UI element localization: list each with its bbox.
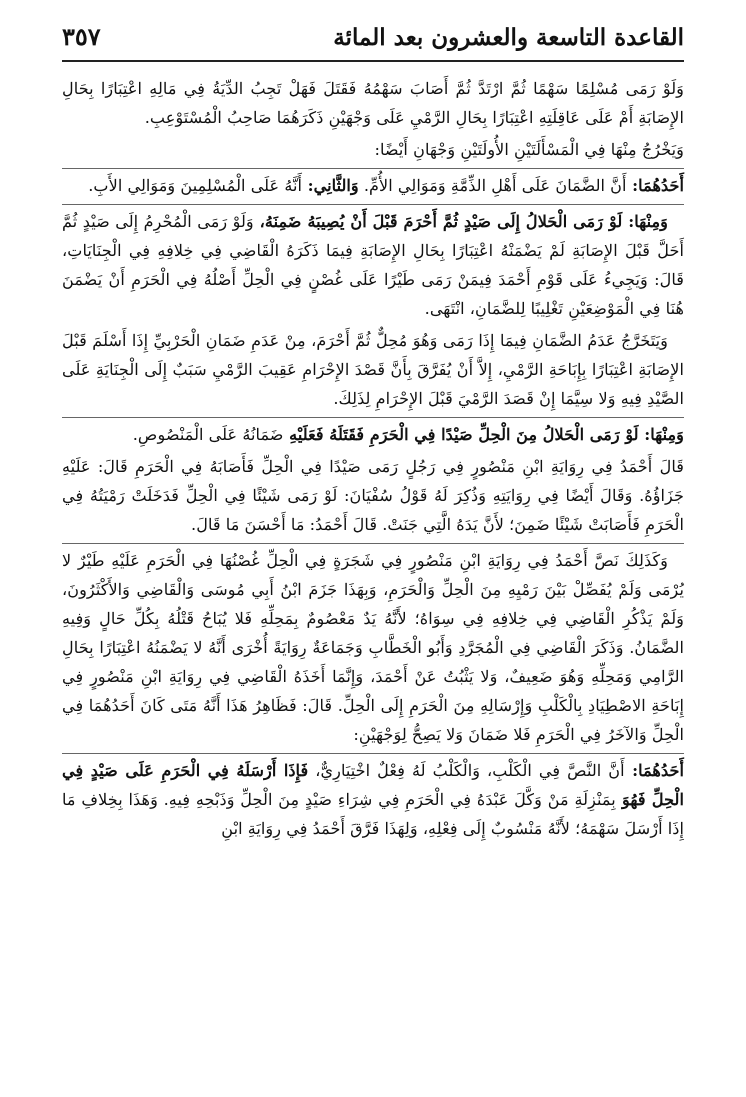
bold-run: فَإِذَا أَرْسَلَهُ فِي الْحَرَمِ عَلَى صَيْدٍ فِي الْحِلِّ فَهُوَ	[62, 761, 684, 809]
bold-run: وَالثَّانِي:	[302, 176, 359, 195]
text-run: وَكَذَلِكَ نَصَّ أَحْمَدُ فِي رِوَايَةِ ابْنِ مَنْصُورٍ فِي شَجَرَةٍ فِي الْحِلِّ غُصْنُهَا فِي الْحَرَمِ عَلَيْهِ طَيْرٌ لا يُرْمَى وَلَمْ يُفَصِّلْ بَيْنَ رَمْيِهِ مِنَ الْحِلِّ وَالْحَرَمِ، وَبِهَذَا جَزَمَ ابْنُ أَبِي مُوسَى وَالْقَاضِي وَالأَكْثَرُونَ، وَلَمْ يَذْكُرِ الْقَاضِي فِي خِلافِهِ فِي سِوَاهُ؛ لأَنَّهُ يَدٌ مَعْصُومٌ بِمَحِلِّهِ فَلا يُبَاحُ قَتْلُهُ بِكُلِّ حَالٍ وَفِيهِ الضَّمَانُ. وَذَكَرَ الْقَاضِي فِي الْمُجَرَّدِ وَأَبُو الْخَطَّابِ وَجَمَاعَةٌ رِوَايَةً أُخْرَى أَنَّهُ لا يَضْمَنُهُ اعْتِبَارًا بِحَالِ الرَّامِي وَمَحِلِّهِ وَهُوَ ضَعِيفٌ، وَلا يَثْبُتُ عَنْ أَحْمَدَ، وَإِنَّمَا أَخَذَهُ الْقَاضِي فِي رِوَايَةِ ابْنِ مَنْصُورٍ فِي إِبَاحَةِ الاصْطِيَادِ بِالْكَلْبِ وَإِرْسَالِهِ مِنَ الْحَرَمِ إِلَى الْحِلِّ. قَالَ: فَظَاهِرُ هَذَا أَنَّهُ مَتَى كَانَ أَحَدُهُمَا فِي الْحِلِّ وَالآخَرُ فِي الْحَرَمِ فَلا ضَمَانَ وَلا يَصِحُّ لِوَجْهَيْنِ:	[62, 551, 684, 744]
running-title: القاعدة التاسعة والعشرون بعد المائة	[333, 24, 684, 51]
paragraph	[62, 452, 684, 539]
paragraph	[62, 168, 684, 200]
paragraph	[62, 74, 684, 132]
bold-run: وَمِنْهَا: لَوْ رَمَى الْحَلالُ مِنَ الْحِلِّ صَيْدًا فِي الْحَرَمِ فَقَتَلَهُ فَعَلَيْهِ	[283, 425, 684, 444]
text-run: وَلَوْ رَمَى مُسْلِمًا سَهْمًا ثُمَّ ارْتَدَّ ثُمَّ أَصَابَ سَهْمُهُ فَقَتَلَ فَهَلْ تَجِبُ الدِّيَةُ فِي مَالِهِ اعْتِبَارًا بِحَالِ الإِصَابَةِ أَمْ عَلَى عَاقِلَتِهِ اعْتِبَارًا بِحَالِ الرَّمْيِ عَلَى وَجْهَيْنِ ذَكَرَهُمَا صَاحِبُ الْمُسْتَوْعِبِ.	[62, 79, 684, 127]
page-number: ٣٥٧	[62, 22, 101, 51]
paragraph	[62, 753, 684, 843]
paragraph	[62, 326, 684, 413]
text-run: أَنَّ الضَّمَانَ عَلَى أَهْلِ الذِّمَّةِ وَمَوَالِي الأُمِّ.	[358, 176, 627, 195]
text-run: أَنَّ النَّصَّ فِي الْكَلْبِ، وَالْكَلْبُ لَهُ فِعْلٌ اخْتِيَارِيٌّ،	[308, 761, 625, 780]
text-run: قَالَ أَحْمَدُ فِي رِوَايَةِ ابْنِ مَنْصُورٍ فِي رَجُلٍ رَمَى صَيْدًا فِي الْحِلِّ فَأَصَابَهُ فِي الْحَرَمِ قَالَ: عَلَيْهِ جَزَاؤُهُ. وَقَالَ أَيْضًا فِي رِوَايَتِهِ وَذُكِرَ لَهُ قَوْلُ سُفْيَانَ: لَوْ رَمَى شَيْئًا فِي الْحِلِّ فَدَخَلَتْ رَمْيَتُهُ فِي الْحَرَمِ فَأَصَابَتْ شَيْئًا ضَمِنَ؛ لأَنَّ يَدَهُ الَّتِي جَنَتْ. قَالَ أَحْمَدُ: مَا أَحْسَنَ مَا قَالَ.	[62, 457, 684, 534]
text-run: وَيَخْرُجُ مِنْهَا فِي الْمَسْأَلَتَيْنِ الأُولَتَيْنِ وَجْهَانِ أَيْضًا:	[374, 140, 684, 159]
text-run: وَيَتَخَرَّجُ عَدَمُ الضَّمَانِ فِيمَا إِذَا رَمَى وَهُوَ مُحِلٌّ ثُمَّ أَحْرَمَ، مِنْ عَدَمِ ضَمَانِ الْحَرْبِيِّ إِذَا أَسْلَمَ قَبْلَ الإِصَابَةِ اعْتِبَارًا بِإِبَاحَةِ الرَّمْيِ، إِلاَّ أَنْ يُفَرَّقَ بِأَنَّ قَصْدَ الإِحْرَامِ عَقِيبَ الرَّمْيِ سَبَبٌ إِلَى الْجِنَايَةِ عَلَى الصَّيْدِ فِيهِ وَلا سِيَّمَا إِنْ قَصَدَ الرَّمْيَ قَبْلَ الإِحْرَامِ لِذَلِكَ.	[62, 331, 684, 408]
text-run: ضَمَانُهُ عَلَى الْمَنْصُوصِ.	[132, 425, 284, 444]
bold-run: أَحَدُهُمَا:	[626, 176, 684, 195]
body-text	[62, 74, 684, 846]
bold-run: وَمِنْهَا: لَوْ رَمَى الْحَلالُ إِلَى صَيْدٍ ثُمَّ أَحْرَمَ قَبْلَ أَنْ يُصِيبَهُ ضَمِنَهُ،	[253, 212, 668, 231]
paragraph	[62, 135, 684, 164]
text-run: بِمَنْزِلَةِ مَنْ وَكَّلَ عَبْدَهُ فِي الْحَرَمِ فِي شِرَاءِ صَيْدٍ مِنَ الْحِلِّ وَذَبْحِهِ فِيهِ. وَهَذَا بِخِلافِ مَا إِذَا أَرْسَلَ سَهْمَهُ؛ لأَنَّهُ مَنْسُوبٌ إِلَى فِعْلِهِ، وَلِهَذَا فَرَّقَ أَحْمَدُ فِي رِوَايَةِ ابْنِ	[62, 790, 684, 838]
text-run: أَنَّهُ عَلَى الْمُسْلِمِينَ وَمَوَالِي الأَبِ.	[88, 176, 303, 195]
text-run: وَلَوْ رَمَى الْمُحْرِمُ إِلَى صَيْدٍ ثُمَّ أَحَلَّ قَبْلَ الإِصَابَةِ لَمْ يَضْمَنْهُ اعْتِبَارًا بِحَالِ الإِصَابَةِ فِيمَا ذَكَرَهُ الْقَاضِي فِي خِلافِهِ فِي الْجِنَايَاتِ، قَالَ: وَيَجِيءُ عَلَى قَوْمِ أَحْمَدَ فِيمَنْ رَمَى طَيْرًا عَلَى غُصْنٍ فِي الْحِلِّ أَصْلُهُ فِي الْحَرَمِ أَنْ يَضْمَنَ هُنَا فِي الْمَوْضِعَيْنِ تَغْلِيبًا لِلضَّمَانِ، انْتَهَى.	[62, 212, 684, 318]
paragraph	[62, 417, 684, 449]
page-header	[62, 14, 684, 62]
bold-run: أَحَدُهُمَا:	[624, 761, 684, 780]
paragraph	[62, 204, 684, 323]
paragraph	[62, 543, 684, 749]
